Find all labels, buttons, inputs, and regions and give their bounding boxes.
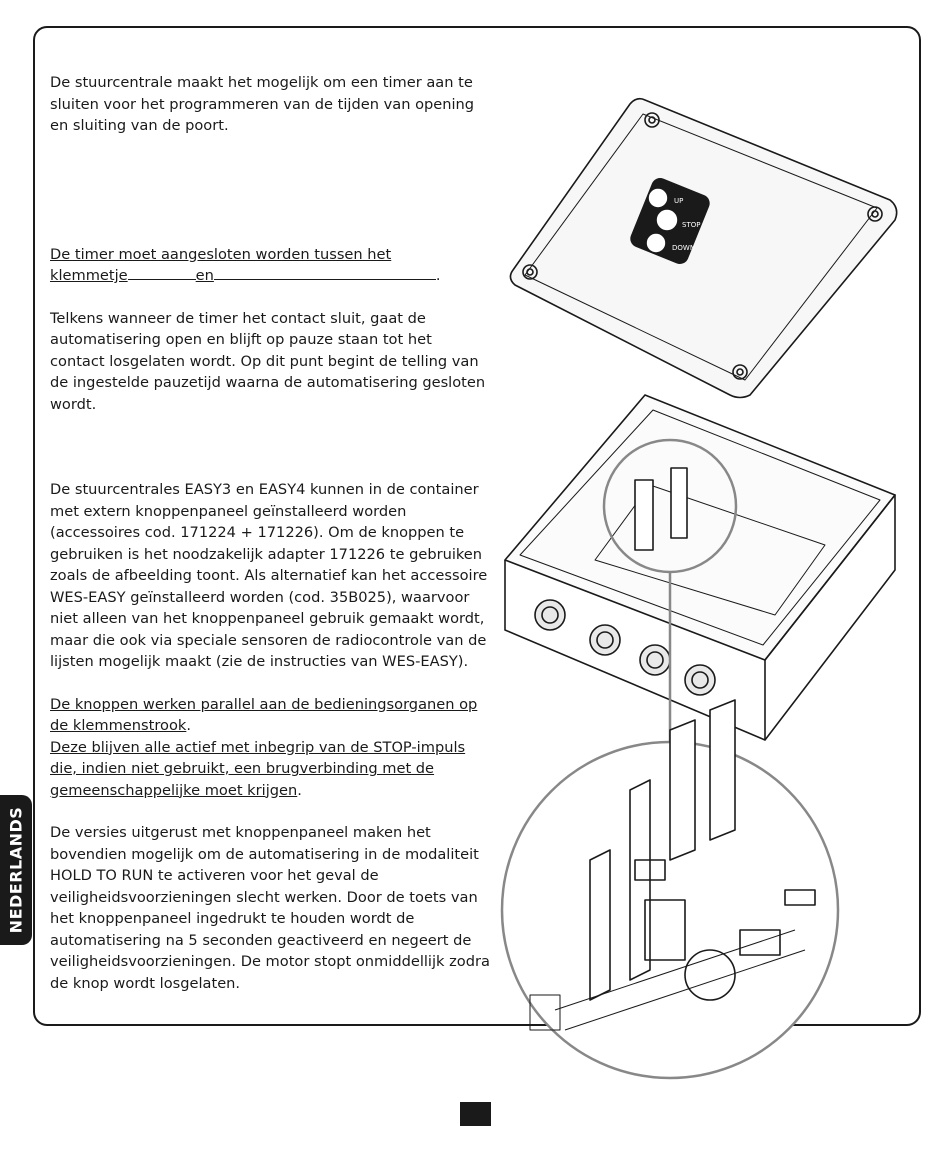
keypad-label-stop: STOP bbox=[682, 221, 701, 229]
up-button-icon bbox=[648, 188, 668, 208]
down-button-icon bbox=[646, 233, 666, 253]
keypad-label-up: UP bbox=[674, 197, 684, 205]
keypad-label-down: DOWN bbox=[672, 244, 696, 252]
enclosure-lid bbox=[510, 99, 896, 398]
stop-button-icon bbox=[656, 209, 678, 231]
page-number-marker bbox=[460, 1102, 491, 1126]
timer-connection-word-b: en bbox=[195, 267, 214, 284]
button-panel-paragraph: De stuurcentrales EASY3 en EASY4 kunnen in de container met extern knoppenpaneel geïnstalleerd worden (accessoires cod. 171224 + 171226). Om de knoppen te gebruiken is het noodzakelijk adapter 171226 te gebruiken zoals de afbeelding toont. Als alternatief kan het accessoire WES-EASY geïnstalleerd worden (cod. 35B025), waarvoor niet alleen van het knoppenpaneel gebruik gemaakt wordt, maar die ook via speciale sensoren de radiocontrole van de lijsten mogelijk maakt (zie de instructies van WES-EASY). bbox=[50, 481, 488, 670]
timer-connection-paragraph bbox=[50, 244, 490, 287]
terminal-blank-1 bbox=[128, 265, 196, 280]
timer-connection-end: . bbox=[435, 267, 441, 284]
language-tab bbox=[0, 795, 32, 945]
language-tab-label: NEDERLANDS bbox=[6, 806, 26, 934]
hold-to-run-paragraph: De versies uitgerust met knoppenpaneel maken het bovendien mogelijk om de automatisering in de modaliteit HOLD TO RUN te activeren voor het geval de veiligheidsvoorzieningen slecht werken. Door de toets van het knoppenpaneel ingedrukt te houden wordt de automatisering na 5 seconden geactiveerd en negeert de veiligheidsvoorzieningen. De motor stopt onmiddellijk zodra de knop wordt losgelaten. bbox=[50, 824, 490, 992]
timer-connection-word-a: klemmetje bbox=[50, 267, 128, 284]
control-box-illustration bbox=[495, 90, 915, 1090]
text-column bbox=[50, 72, 490, 994]
parallel-note-paragraph: De knoppen werken parallel aan de bedieningsorganen op de klemmenstrook. Deze blijven alle actief met inbegrip van de STOP-impuls die, indien niet gebruikt, een brugverbinding met de gemeenschappelijke moet krijgen. bbox=[50, 695, 478, 799]
parallel-note-b: Deze blijven alle actief met inbegrip van de STOP-impuls die, indien niet gebruikt, een brugverbinding met de gemeenschappelijke moet krijgen bbox=[50, 738, 466, 799]
timer-intro-paragraph: De stuurcentrale maakt het mogelijk om een timer aan te sluiten voor het programmeren van de tijden van opening en sluiting van de poort. bbox=[50, 74, 475, 134]
parallel-note-a: De knoppen werken parallel aan de bedieningsorganen op de klemmenstrook bbox=[50, 695, 478, 734]
terminal-blank-2 bbox=[214, 265, 436, 280]
timer-connection-line1: De timer moet aangesloten worden tussen het bbox=[50, 245, 392, 263]
timer-behaviour-paragraph: Telkens wanneer de timer het contact sluit, gaat de automatisering open en blijft op pauze staan tot het contact losgelaten wordt. Op dit punt begint de telling van de ingestelde pauzetijd waarna de automatisering gesloten wordt. bbox=[50, 309, 486, 413]
